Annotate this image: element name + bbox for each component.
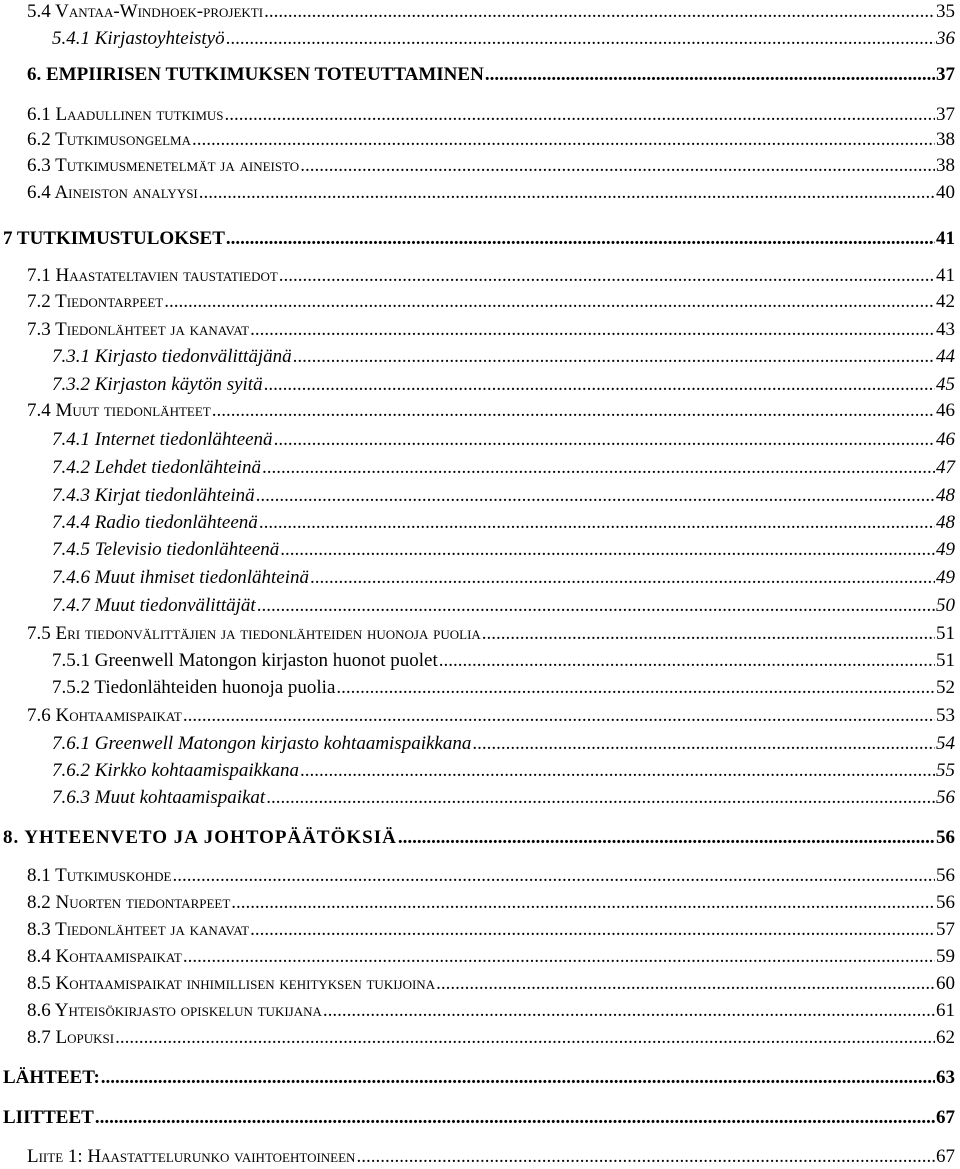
toc-page-number: 53 bbox=[936, 705, 955, 726]
toc-page-number: 49 bbox=[936, 567, 955, 588]
toc-page-number: 40 bbox=[936, 182, 955, 203]
toc-page-number: 54 bbox=[936, 733, 955, 754]
toc-entry-title: 8.7 Lopuksi bbox=[27, 1027, 115, 1048]
toc-leader-dots bbox=[250, 918, 935, 942]
toc-entry[interactable] bbox=[52, 428, 955, 452]
toc-page-number: 44 bbox=[936, 346, 955, 367]
toc-page-number: 48 bbox=[936, 512, 955, 533]
toc-leader-dots bbox=[472, 732, 935, 756]
toc-entry-title: 7.4.1 Internet tiedonlähteenä bbox=[52, 429, 273, 450]
toc-page-number: 67 bbox=[936, 1146, 955, 1167]
toc-entry-title: 7.6.2 Kirkko kohtaamispaikkana bbox=[52, 760, 299, 781]
toc-entry[interactable] bbox=[3, 826, 955, 850]
toc-leader-dots bbox=[172, 864, 935, 888]
toc-leader-dots bbox=[398, 826, 935, 850]
toc-entry[interactable] bbox=[52, 676, 955, 700]
toc-page-number: 56 bbox=[936, 827, 955, 848]
toc-entry[interactable] bbox=[52, 538, 955, 562]
toc-entry-title: 8.1 Tutkimuskohde bbox=[27, 865, 172, 886]
toc-page-number: 56 bbox=[936, 787, 955, 808]
toc-entry-title: 7.1 Haastateltavien taustatiedot bbox=[27, 265, 278, 286]
toc-page-number: 38 bbox=[936, 129, 955, 150]
toc-entry[interactable] bbox=[27, 63, 955, 87]
toc-entry-title: 5.4 Vantaa-Windhoek-projekti bbox=[27, 1, 264, 22]
toc-leader-dots bbox=[439, 649, 935, 673]
toc-page-number: 41 bbox=[936, 265, 955, 286]
toc-entry-title: 6.4 Aineiston analyysi bbox=[27, 182, 198, 203]
toc-entry[interactable] bbox=[27, 945, 955, 969]
toc-entry[interactable] bbox=[27, 999, 955, 1023]
toc-entry[interactable] bbox=[52, 759, 955, 783]
toc-entry[interactable] bbox=[52, 511, 955, 535]
toc-entry[interactable] bbox=[52, 345, 955, 369]
toc-entry-title: 8.6 Yhteisökirjasto opiskelun tukijana bbox=[27, 1000, 322, 1021]
toc-page-number: 52 bbox=[936, 677, 955, 698]
toc-page-number: 49 bbox=[936, 539, 955, 560]
toc-entry-title: 7.3 Tiedonlähteet ja kanavat bbox=[27, 319, 250, 340]
toc-entry[interactable] bbox=[27, 1026, 955, 1050]
toc-leader-dots bbox=[256, 484, 935, 508]
toc-leader-dots bbox=[280, 538, 935, 562]
toc-entry-title: 7.5.2 Tiedonlähteiden huonoja puolia bbox=[52, 677, 336, 698]
toc-entry-title: 6.2 Tutkimusongelma bbox=[27, 129, 191, 150]
toc-page-number: 43 bbox=[936, 319, 955, 340]
toc-page-number: 67 bbox=[936, 1107, 955, 1128]
toc-entry-title: 7 TUTKIMUSTULOKSET bbox=[3, 228, 225, 249]
toc-leader-dots bbox=[226, 227, 935, 251]
toc-entry[interactable] bbox=[52, 373, 955, 397]
toc-page-number: 62 bbox=[936, 1027, 955, 1048]
toc-entry-title: 8.2 Nuorten tiedontarpeet bbox=[27, 892, 231, 913]
toc-leader-dots bbox=[482, 622, 935, 646]
toc-entry-title: 8.3 Tiedonlähteet ja kanavat bbox=[27, 919, 250, 940]
toc-page-number: 41 bbox=[936, 228, 955, 249]
toc-leader-dots bbox=[212, 399, 935, 423]
toc-page-number: 50 bbox=[936, 595, 955, 616]
toc-page-number: 42 bbox=[936, 291, 955, 312]
toc-leader-dots bbox=[436, 972, 935, 996]
toc-page-number: 46 bbox=[936, 400, 955, 421]
toc-entry[interactable] bbox=[52, 594, 955, 618]
toc-leader-dots bbox=[300, 154, 935, 178]
toc-entry-title: 8.4 Kohtaamispaikat bbox=[27, 946, 182, 967]
toc-entry-title: 8. YHTEENVETO JA JOHTOPÄÄTÖKSIÄ bbox=[3, 827, 397, 848]
toc-leader-dots bbox=[250, 318, 935, 342]
toc-leader-dots bbox=[226, 27, 935, 51]
toc-entry-title: 7.4.6 Muut ihmiset tiedonlähteinä bbox=[52, 567, 310, 588]
toc-page-number: 60 bbox=[936, 973, 955, 994]
toc-leader-dots bbox=[336, 676, 935, 700]
toc-entry[interactable] bbox=[27, 103, 955, 127]
toc-entry-title: 7.2 Tiedontarpeet bbox=[27, 291, 164, 312]
toc-entry[interactable] bbox=[52, 27, 955, 51]
toc-leader-dots bbox=[259, 511, 935, 535]
toc-entry[interactable] bbox=[27, 290, 955, 314]
toc-entry-title: 6.3 Tutkimusmenetelmät ja aineisto bbox=[27, 155, 300, 176]
toc-entry[interactable] bbox=[27, 622, 955, 646]
toc-page-number: 37 bbox=[936, 64, 955, 85]
toc-entry-title: 6. EMPIIRISEN TUTKIMUKSEN TOTEUTTAMINEN bbox=[27, 64, 484, 85]
toc-leader-dots bbox=[257, 594, 935, 618]
toc-entry[interactable] bbox=[27, 181, 955, 205]
toc-page-number: 56 bbox=[936, 892, 955, 913]
toc-entry[interactable] bbox=[52, 456, 955, 480]
toc-entry-title: 7.4.7 Muut tiedonvälittäjät bbox=[52, 595, 256, 616]
toc-entry[interactable] bbox=[27, 154, 955, 178]
toc-page-number: 38 bbox=[936, 155, 955, 176]
toc-leader-dots bbox=[192, 128, 935, 152]
toc-leader-dots bbox=[101, 1066, 935, 1090]
toc-entry[interactable] bbox=[3, 227, 955, 251]
toc-entry-title: 7.6 Kohtaamispaikat bbox=[27, 705, 182, 726]
toc-entry[interactable] bbox=[27, 1145, 955, 1169]
toc-entry[interactable] bbox=[3, 1066, 955, 1090]
toc-entry-title: 7.3.2 Kirjaston käytön syitä bbox=[52, 374, 263, 395]
toc-entry-title: 6.1 Laadullinen tutkimus bbox=[27, 104, 224, 125]
toc-leader-dots bbox=[115, 1026, 935, 1050]
toc-entry-title: 7.4.4 Radio tiedonlähteenä bbox=[52, 512, 258, 533]
toc-page-number: 45 bbox=[936, 374, 955, 395]
toc-leader-dots bbox=[183, 704, 935, 728]
toc-page-number: 59 bbox=[936, 946, 955, 967]
toc-page-number: 56 bbox=[936, 865, 955, 886]
toc-leader-dots bbox=[95, 1106, 935, 1130]
toc-entry-title: 7.5.1 Greenwell Matongon kirjaston huonot puolet bbox=[52, 650, 438, 671]
toc-entry[interactable] bbox=[27, 918, 955, 942]
toc-leader-dots bbox=[164, 290, 935, 314]
toc-entry-title: LÄHTEET: bbox=[3, 1067, 100, 1088]
toc-page-number: 35 bbox=[936, 1, 955, 22]
toc-entry[interactable] bbox=[52, 732, 955, 756]
toc-entry-title: LIITTEET bbox=[3, 1107, 94, 1128]
toc-leader-dots bbox=[310, 566, 935, 590]
toc-leader-dots bbox=[274, 428, 935, 452]
toc-page-number: 47 bbox=[936, 457, 955, 478]
toc-leader-dots bbox=[485, 63, 935, 87]
toc-entry[interactable] bbox=[52, 649, 955, 673]
toc-leader-dots bbox=[183, 945, 935, 969]
toc-page-number: 63 bbox=[936, 1067, 955, 1088]
toc-leader-dots bbox=[231, 891, 935, 915]
toc-page-number: 55 bbox=[936, 760, 955, 781]
toc-leader-dots bbox=[264, 0, 935, 24]
toc-entry[interactable] bbox=[27, 264, 955, 288]
toc-entry-title: 7.4 Muut tiedonlähteet bbox=[27, 400, 211, 421]
toc-entry-title: 7.3.1 Kirjasto tiedonvälittäjänä bbox=[52, 346, 292, 367]
toc-entry[interactable] bbox=[27, 864, 955, 888]
toc-leader-dots bbox=[225, 103, 935, 127]
toc-page-number: 48 bbox=[936, 485, 955, 506]
toc-entry-title: 7.4.3 Kirjat tiedonlähteinä bbox=[52, 485, 255, 506]
toc-page-number: 46 bbox=[936, 429, 955, 450]
toc-entry[interactable] bbox=[27, 128, 955, 152]
toc-entry-title: 7.6.3 Muut kohtaamispaikat bbox=[52, 787, 266, 808]
toc-leader-dots bbox=[300, 759, 935, 783]
toc-entry-title: 7.4.2 Lehdet tiedonlähteinä bbox=[52, 457, 261, 478]
toc-leader-dots bbox=[199, 181, 935, 205]
toc-entry[interactable] bbox=[27, 399, 955, 423]
toc-leader-dots bbox=[264, 373, 935, 397]
toc-entry[interactable] bbox=[52, 566, 955, 590]
toc-page-number: 36 bbox=[936, 28, 955, 49]
toc-entry-title: 7.6.1 Greenwell Matongon kirjasto kohtaamispaikkana bbox=[52, 733, 472, 754]
toc-leader-dots bbox=[266, 786, 935, 810]
toc-entry[interactable] bbox=[52, 484, 955, 508]
toc-page-number: 61 bbox=[936, 1000, 955, 1021]
toc-leader-dots bbox=[293, 345, 935, 369]
toc-entry[interactable] bbox=[27, 891, 955, 915]
toc-entry-title: 7.5 Eri tiedonvälittäjien ja tiedonlähteiden huonoja puolia bbox=[27, 623, 481, 644]
toc-entry[interactable] bbox=[27, 972, 955, 996]
toc-page-number: 51 bbox=[936, 650, 955, 671]
toc-entry-title: 5.4.1 Kirjastoyhteistyö bbox=[52, 28, 225, 49]
toc-leader-dots bbox=[262, 456, 935, 480]
toc-leader-dots bbox=[279, 264, 935, 288]
toc-entry[interactable] bbox=[27, 704, 955, 728]
toc-entry-title: Liite 1: Haastattelurunko vaihtoehtoineen bbox=[27, 1146, 356, 1167]
toc-entry[interactable] bbox=[27, 0, 955, 24]
toc-entry[interactable] bbox=[3, 1106, 955, 1130]
toc-page-number: 51 bbox=[936, 623, 955, 644]
toc-entry[interactable] bbox=[52, 786, 955, 810]
toc-page-number: 37 bbox=[936, 104, 955, 125]
toc-leader-dots bbox=[356, 1145, 935, 1169]
toc-entry-title: 7.4.5 Televisio tiedonlähteenä bbox=[52, 539, 280, 560]
toc-entry-title: 8.5 Kohtaamispaikat inhimillisen kehityksen tukijoina bbox=[27, 973, 436, 994]
toc-leader-dots bbox=[323, 999, 935, 1023]
toc-entry[interactable] bbox=[27, 318, 955, 342]
toc-page-number: 57 bbox=[936, 919, 955, 940]
